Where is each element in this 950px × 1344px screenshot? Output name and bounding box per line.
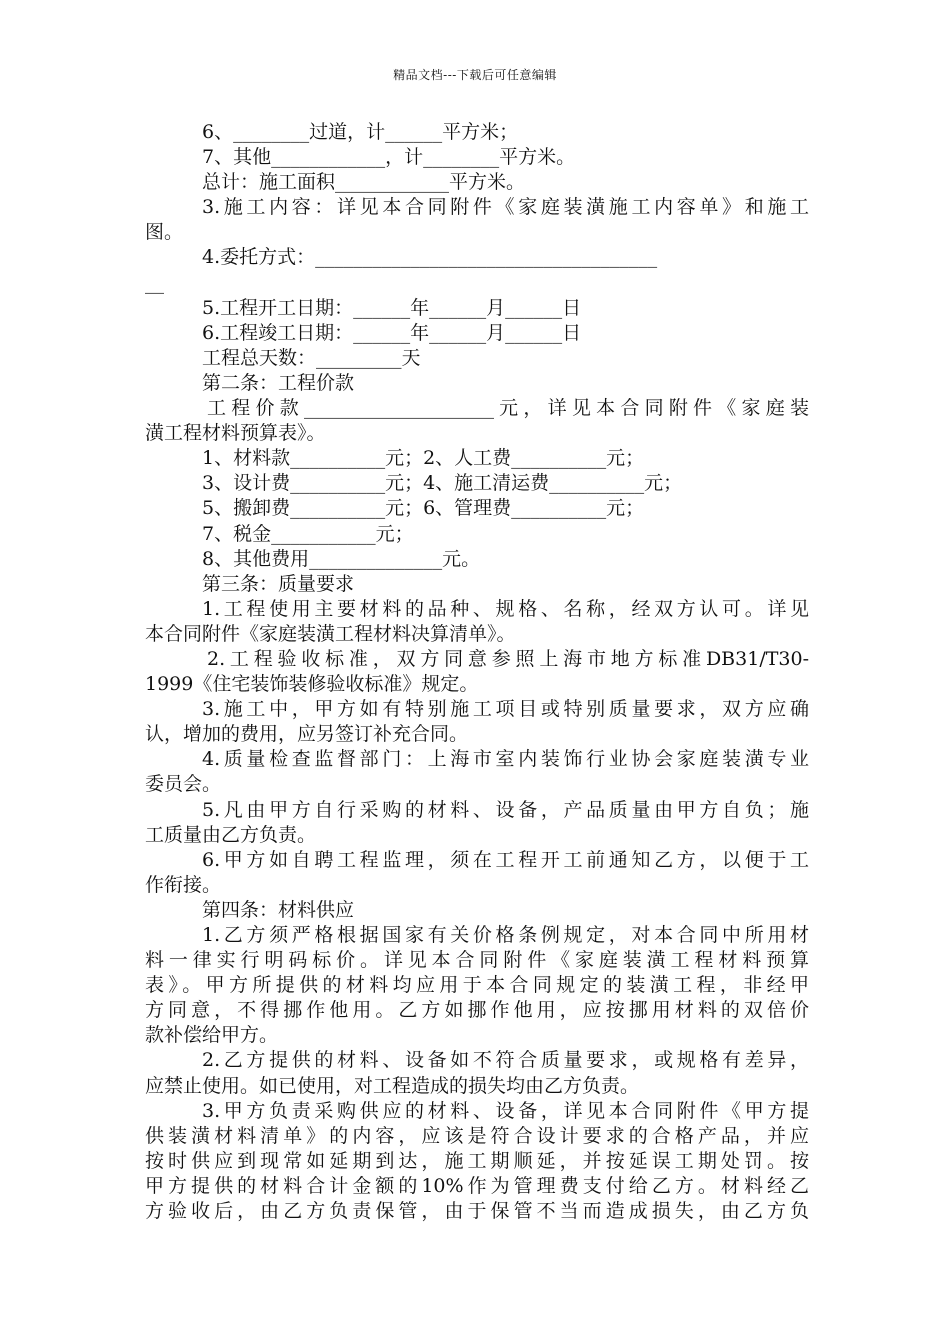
text-line: 第三条：质量要求 <box>202 572 355 595</box>
text-line: 供装潢材料清单》的内容，应该是符合设计要求的合格产品，并应 <box>145 1124 809 1147</box>
text-line: 料一律实行明码标价。详见本合同附件《家庭装潢工程材料预算 <box>145 949 809 972</box>
text-line: 图。 <box>145 221 184 244</box>
text-line: 3.施工内容：详见本合同附件《家庭装潢施工内容单》和施工 <box>202 196 809 219</box>
text-line: 7、其他____________，计________平方米。 <box>202 146 576 169</box>
text-line: 1999《住宅装饰装修验收标准》规定。 <box>145 673 479 696</box>
text-line: 1、材料款__________元；2、人工费__________元； <box>202 447 645 470</box>
text-line: 第四条：材料供应 <box>202 898 355 921</box>
text-line: 甲方提供的材料合计金额的10%作为管理费支付给乙方。材料经乙 <box>145 1174 809 1197</box>
text-line: 5、搬卸费__________元；6、管理费__________元； <box>202 497 645 520</box>
text-line: 4.委托方式：____________________________________ <box>202 246 658 269</box>
text-line: 1.工程使用主要材料的品种、规格、名称，经双方认可。详见 <box>202 597 809 620</box>
text-line: 认，增加的费用，应另签订补充合同。 <box>145 723 469 746</box>
text-line: 8、其他费用______________元。 <box>202 547 481 570</box>
text-line: 工质量由乙方负责。 <box>145 823 317 846</box>
text-line: 6.工程竣工日期：______年______月______日 <box>202 321 582 344</box>
text-line: 1.乙方须严格根据国家有关价格条例规定，对本合同中所用材 <box>202 924 809 946</box>
text-line: 4.质量检查监督部门：上海市室内装饰行业协会家庭装潢专业 <box>202 748 809 771</box>
text-line: 7、税金___________元； <box>202 522 414 545</box>
text-line: 本合同附件《家庭装潢工程材料决算清单》。 <box>145 622 516 645</box>
text-line: 表》。甲方所提供的材料均应用于本合同规定的装潢工程，非经甲 <box>145 974 809 997</box>
text-line: 方验收后，由乙方负责保管，由于保管不当而造成损失，由乙方负 <box>145 1200 809 1223</box>
text-line: 总计：施工面积____________平方米。 <box>202 171 526 194</box>
text-line: 按时供应到现常如延期到达，施工期顺延，并按延误工期处罚。按 <box>145 1149 809 1172</box>
text-line: 5.凡由甲方自行采购的材料、设备，产品质量由甲方自负；施 <box>202 798 809 821</box>
text-line: 应禁止使用。如已使用，对工程造成的损失均由乙方负责。 <box>145 1074 640 1097</box>
text-line: 第二条：工程价款 <box>202 371 355 394</box>
text-line: 工程总天数：_________天 <box>202 346 421 369</box>
text-line: 方同意，不得挪作他用。乙方如挪作他用，应按挪用材料的双倍价 <box>145 999 809 1022</box>
text-line: 款补偿给甲方。 <box>145 1024 279 1047</box>
text-line: 作衔接。 <box>145 873 222 896</box>
text-line: 委员会。 <box>145 773 222 796</box>
page-header: 精品文档---下载后可任意编辑 <box>393 68 557 82</box>
text-line: __ <box>145 271 164 294</box>
text-line: 3、设计费__________元；4、施工清运费__________元； <box>202 472 683 495</box>
text-line: 3.施工中，甲方如有特别施工项目或特别质量要求，双方应确 <box>202 698 809 721</box>
text-line: 3.甲方负责采购供应的材料、设备，详见本合同附件《甲方提 <box>202 1099 809 1122</box>
text-line: 工程价款____________________元，详见本合同附件《家庭装 <box>207 397 809 420</box>
text-line: 6、________过道，计______平方米； <box>202 121 519 143</box>
text-line: 2.工程验收标准，双方同意参照上海市地方标准DB31/T30- <box>207 647 809 670</box>
text-line: 6.甲方如自聘工程监理，须在工程开工前通知乙方，以便于工 <box>202 848 809 871</box>
contract-body <box>145 120 809 1224</box>
text-line: 2.乙方提供的材料、设备如不符合质量要求，或规格有差异， <box>202 1049 809 1072</box>
text-line: 潢工程材料预算表》。 <box>145 422 326 445</box>
text-line: 5.工程开工日期：______年______月______日 <box>202 296 582 319</box>
